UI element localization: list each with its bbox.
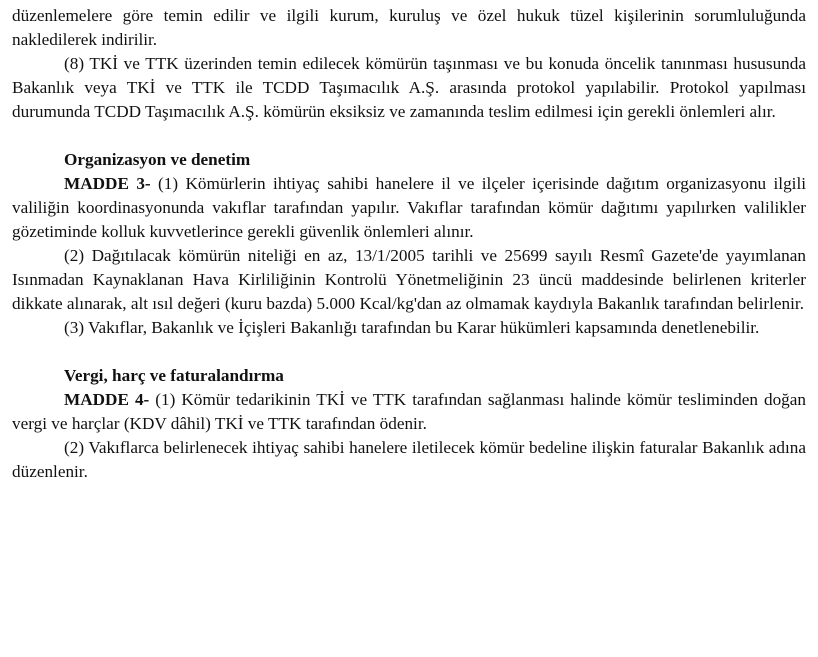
madde-4-text: (1) Kömür tedarikinin TKİ ve TTK tarafından sağlanması halinde kömür tesliminden doğan vergi ve harçlar (KDV dâhil) TKİ ve TTK tarafından ödenir. (12, 390, 806, 433)
section-heading-organizasyon: Organizasyon ve denetim (64, 150, 251, 169)
madde-3-text: (1) Kömürlerin ihtiyaç sahibi hanelere il ve ilçeler içerisinde dağıtım organizasyonu ilgili valiliğin koordinasyonunda vakıflar tarafından yapılır. Vakıflar tarafından kömür dağıtımı yapılırken valilikler gözetiminde kolluk kuvvetlerince gerekli güvenlik önlemleri alınır. (12, 174, 806, 241)
madde-4-label: MADDE 4- (64, 390, 150, 409)
madde-3-paragraph-2: (2) Dağıtılacak kömürün niteliği en az, 13/1/2005 tarihli ve 25699 sayılı Resmî Gazete'de yayımlanan Isınmadan Kaynaklanan Hava Kirliliğinin Kontrolü Yönetmeliğinin 23 üncü maddesinde belirlenen kriterler dikkate alınarak, alt ısıl değeri (kuru bazda) 5.000 Kcal/kg'dan az olmamak kaydıyla Bakanlık tarafından belirlenir. (12, 246, 806, 313)
continuation-paragraph: düzenlemelere göre temin edilir ve ilgili kurum, kuruluş ve özel hukuk tüzel kişilerinin sorumluluğunda nakledilerek indirilir. (12, 6, 806, 49)
madde-4-paragraph-1 (12, 388, 806, 436)
madde-3-label: MADDE 3- (64, 174, 151, 193)
madde-3-paragraph-3: (3) Vakıflar, Bakanlık ve İçişleri Bakanlığı tarafından bu Karar hükümleri kapsamında denetlenebilir. (64, 318, 760, 337)
paragraph-8: (8) TKİ ve TTK üzerinden temin edilecek kömürün taşınması ve bu konuda öncelik tanınması hususunda Bakanlık veya TKİ ve TTK ile TCDD Taşımacılık A.Ş. arasında protokol yapılabilir. Protokol yapılması durumunda TCDD Taşımacılık A.Ş. kömürün eksiksiz ve zamanında teslim edilmesi için gerekli önlemleri alır. (12, 54, 806, 121)
madde-3-paragraph-1 (12, 172, 806, 244)
section-heading-vergi: Vergi, harç ve faturalandırma (64, 366, 284, 385)
madde-4-paragraph-2: (2) Vakıflarca belirlenecek ihtiyaç sahibi hanelere iletilecek kömür bedeline ilişkin faturalar Bakanlık adına düzenlenir. (12, 438, 806, 481)
